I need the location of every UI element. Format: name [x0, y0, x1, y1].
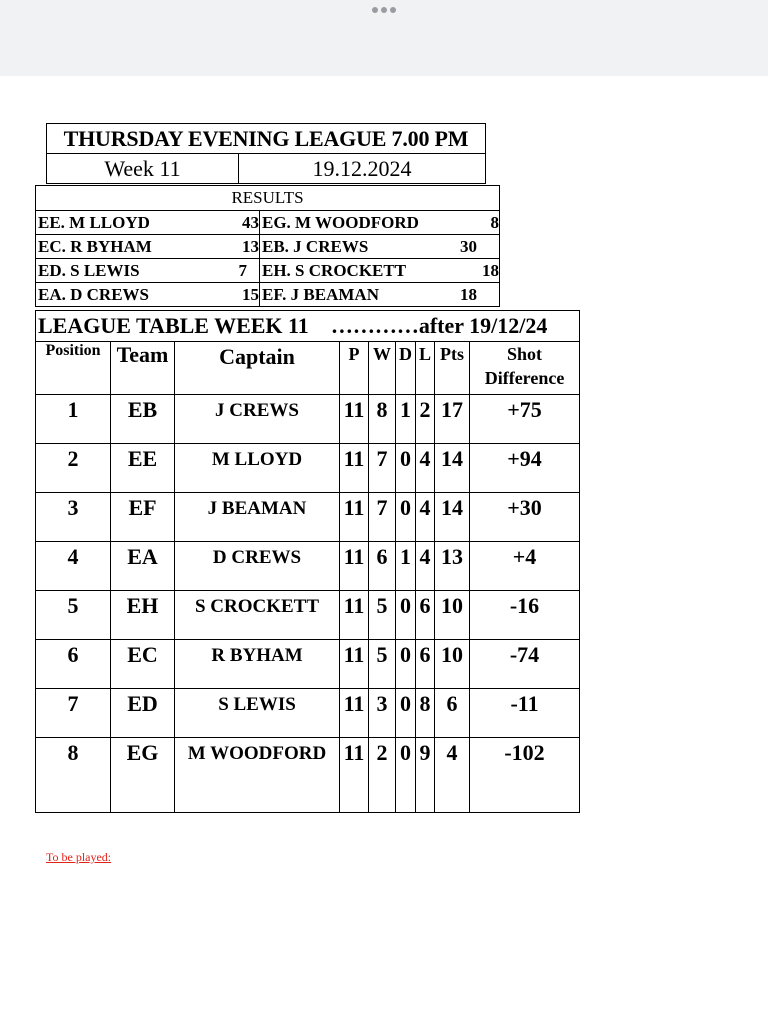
table-row — [36, 738, 580, 813]
week-label: Week 11 — [47, 154, 239, 184]
row-played: 11 — [340, 738, 369, 813]
more-options-icon[interactable] — [372, 6, 396, 14]
table-row — [36, 591, 580, 640]
results-table — [35, 185, 500, 307]
away-score: 30 — [460, 236, 477, 256]
result-row — [36, 259, 500, 283]
row-points: 6 — [435, 689, 470, 738]
viewer-toolbar — [0, 0, 768, 76]
col-lost: L — [416, 342, 435, 395]
row-drawn: 1 — [396, 542, 416, 591]
league-title-text: LEAGUE TABLE WEEK 11 — [38, 313, 309, 338]
results-heading: RESULTS — [36, 186, 500, 211]
row-points: 17 — [435, 395, 470, 444]
col-difference-label: Difference — [484, 368, 565, 388]
row-won: 5 — [369, 591, 396, 640]
row-drawn: 0 — [396, 738, 416, 813]
row-captain: S CROCKETT — [175, 591, 340, 640]
row-difference: -102 — [470, 738, 580, 813]
row-points: 10 — [435, 640, 470, 689]
row-points: 4 — [435, 738, 470, 813]
row-won: 2 — [369, 738, 396, 813]
row-team: EA — [111, 542, 175, 591]
row-difference: +75 — [470, 395, 580, 444]
home-score: 13 — [242, 236, 259, 256]
row-difference: -16 — [470, 591, 580, 640]
row-played: 11 — [340, 542, 369, 591]
row-position: 6 — [36, 640, 111, 689]
row-captain: M LLOYD — [175, 444, 340, 493]
row-lost: 4 — [416, 493, 435, 542]
row-captain: M WOODFORD — [175, 738, 340, 813]
row-won: 7 — [369, 493, 396, 542]
row-captain: J CREWS — [175, 395, 340, 444]
row-captain: R BYHAM — [175, 640, 340, 689]
row-lost: 9 — [416, 738, 435, 813]
row-played: 11 — [340, 493, 369, 542]
row-captain: S LEWIS — [175, 689, 340, 738]
home-team: EE. M LLOYD — [38, 212, 150, 232]
row-points: 13 — [435, 542, 470, 591]
row-lost: 4 — [416, 444, 435, 493]
row-won: 7 — [369, 444, 396, 493]
col-team: Team — [111, 342, 175, 395]
row-lost: 4 — [416, 542, 435, 591]
row-team: EB — [111, 395, 175, 444]
row-drawn: 1 — [396, 395, 416, 444]
league-header-table — [46, 123, 486, 184]
row-lost: 6 — [416, 591, 435, 640]
row-difference: -74 — [470, 640, 580, 689]
home-team: EA. D CREWS — [38, 284, 149, 304]
table-row — [36, 640, 580, 689]
row-played: 11 — [340, 640, 369, 689]
league-title: THURSDAY EVENING LEAGUE 7.00 PM — [47, 124, 486, 154]
row-played: 11 — [340, 689, 369, 738]
col-points: Pts — [435, 342, 470, 395]
row-team: EH — [111, 591, 175, 640]
row-position: 8 — [36, 738, 111, 813]
row-points: 14 — [435, 444, 470, 493]
row-won: 6 — [369, 542, 396, 591]
row-played: 11 — [340, 444, 369, 493]
row-won: 5 — [369, 640, 396, 689]
table-row — [36, 444, 580, 493]
home-score: 7 — [238, 260, 247, 280]
row-captain: J BEAMAN — [175, 493, 340, 542]
home-score: 43 — [242, 212, 259, 232]
row-drawn: 0 — [396, 493, 416, 542]
table-row — [36, 542, 580, 591]
row-played: 11 — [340, 591, 369, 640]
col-played: P — [340, 342, 369, 395]
row-lost: 8 — [416, 689, 435, 738]
away-team: EF. J BEAMAN — [262, 284, 379, 304]
row-points: 14 — [435, 493, 470, 542]
result-row — [36, 211, 500, 235]
row-team: EF — [111, 493, 175, 542]
row-team: ED — [111, 689, 175, 738]
to-be-played-link[interactable]: To be played: — [46, 850, 112, 864]
row-drawn: 0 — [396, 591, 416, 640]
home-team: ED. S LEWIS — [38, 260, 140, 280]
away-team: EB. J CREWS — [262, 236, 369, 256]
row-lost: 2 — [416, 395, 435, 444]
row-drawn: 0 — [396, 444, 416, 493]
row-difference: -11 — [470, 689, 580, 738]
row-won: 8 — [369, 395, 396, 444]
away-score: 18 — [460, 284, 477, 304]
row-position: 5 — [36, 591, 111, 640]
row-position: 7 — [36, 689, 111, 738]
row-difference: +94 — [470, 444, 580, 493]
row-position: 3 — [36, 493, 111, 542]
home-team: EC. R BYHAM — [38, 236, 152, 256]
row-team: EC — [111, 640, 175, 689]
row-position: 4 — [36, 542, 111, 591]
row-won: 3 — [369, 689, 396, 738]
away-score: 18 — [482, 260, 499, 280]
league-table — [35, 310, 580, 813]
row-position: 2 — [36, 444, 111, 493]
row-position: 1 — [36, 395, 111, 444]
table-row — [36, 689, 580, 738]
league-header-row — [36, 342, 580, 395]
row-team: EE — [111, 444, 175, 493]
result-row — [36, 283, 500, 307]
col-shot-label: Shot — [507, 344, 543, 364]
row-drawn: 0 — [396, 640, 416, 689]
league-table-title — [36, 311, 580, 342]
row-drawn: 0 — [396, 689, 416, 738]
away-team: EH. S CROCKETT — [262, 260, 407, 280]
col-won: W — [369, 342, 396, 395]
row-difference: +4 — [470, 542, 580, 591]
row-points: 10 — [435, 591, 470, 640]
table-row — [36, 493, 580, 542]
league-after-text: …………after 19/12/24 — [330, 313, 548, 338]
date-label: 19.12.2024 — [239, 154, 486, 184]
row-played: 11 — [340, 395, 369, 444]
col-drawn: D — [396, 342, 416, 395]
row-captain: D CREWS — [175, 542, 340, 591]
row-team: EG — [111, 738, 175, 813]
row-difference: +30 — [470, 493, 580, 542]
table-row — [36, 395, 580, 444]
away-team: EG. M WOODFORD — [262, 212, 419, 232]
row-lost: 6 — [416, 640, 435, 689]
home-score: 15 — [242, 284, 259, 304]
col-captain: Captain — [175, 342, 340, 395]
col-position: Position — [36, 342, 111, 395]
away-score: 8 — [490, 212, 499, 232]
result-row — [36, 235, 500, 259]
col-shot-difference — [470, 342, 580, 395]
